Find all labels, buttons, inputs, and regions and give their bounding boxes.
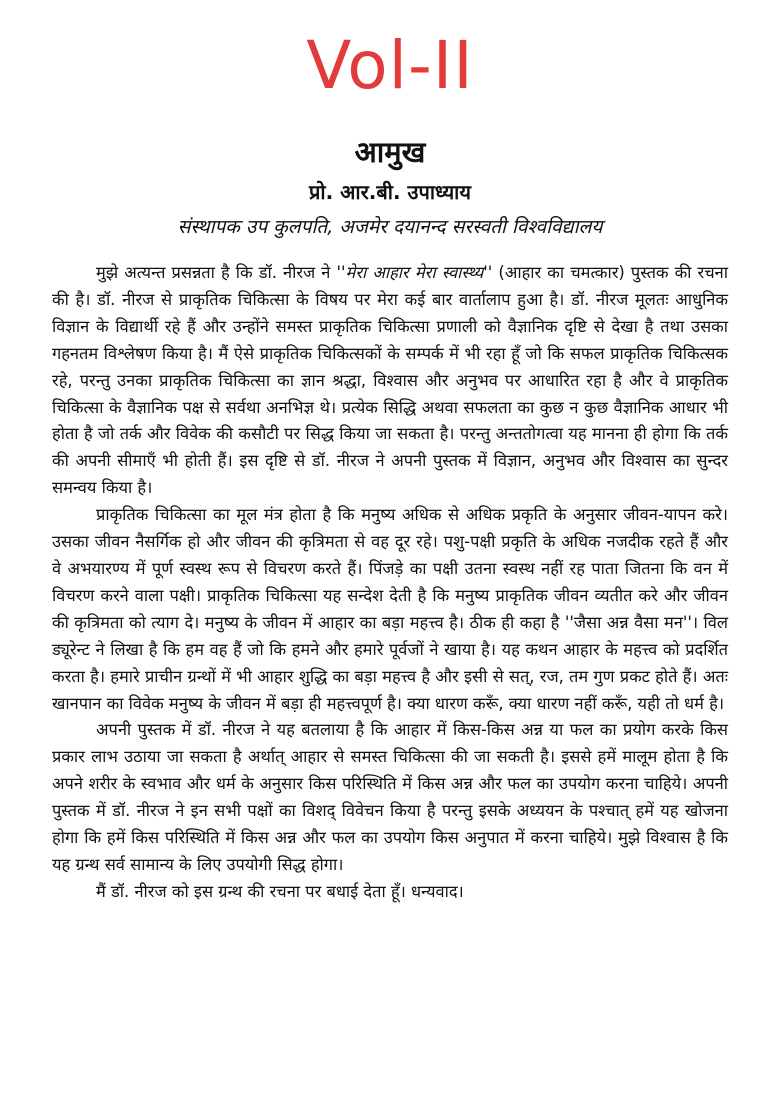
book-title-quote: ''मेरा आहार मेरा स्वास्थ्य'' (336, 263, 493, 282)
author-name: प्रो. आर.बी. उपाध्याय (309, 180, 471, 204)
paragraph-1-intro: मुझे अत्यन्त प्रसन्नता है कि डॉ. नीरज ने (96, 263, 337, 282)
paragraph-1-rest: (आहार का चमत्कार) पुस्तक की रचना की है। डॉ. नीरज से प्राकृतिक चिकित्सा के विषय पर मेरा कई बार वार्तालाप हुआ है। डॉ. नीरज मूलतः आधुनिक विज्ञान के विद्यार्थी रहे हैं और उन्होंने समस्त प्राकृतिक चिकित्सा प्रणाली को वैज्ञानिक दृष्टि से देखा है तथा उसका गहनतम विश्लेषण किया है। मैं ऐसे प्राकृतिक चिकित्सकों के सम्पर्क में भी रहा हूँ जो कि सफल प्राकृतिक चिकित्सक रहे, परन्तु उनका प्राकृतिक चिकित्सा का ज्ञान श्रद्धा, विश्वास और अनुभव पर आधारित रहा है और वे प्राकृतिक चिकित्सा के वैज्ञानिक पक्ष से सर्वथा अनभिज्ञ थे। प्रत्येक सिद्धि अथवा सफलता का कुछ न कुछ वैज्ञानिक आधार भी होता है जो तर्क और विवेक की कसौटी पर सिद्ध किया जा सकता है। परन्तु अन्ततोगत्वा यह मानना ही होगा कि तर्क की अपनी सीमाएँ भी होती हैं। इस दृष्टि से डॉ. नीरज ने अपनी पुस्तक में विज्ञान, अनुभव और विश्वास का सुन्दर समन्वय किया है। (52, 263, 728, 498)
volume-heading: Vol-II (306, 27, 474, 104)
paragraph-3: अपनी पुस्तक में डॉ. नीरज ने यह बतलाया है कि आहार में किस-किस अन्न या फल का प्रयोग करके किस प्रकार लाभ उठाया जा सकता है अर्थात् आहार से समस्त चिकित्सा की जा सकती है। इससे हमें मालूम होता है कि अपने शरीर के स्वभाव और धर्म के अनुसार किस परिस्थिति में किस अन्न और फल का उपयोग करना चाहिये। अपनी पुस्तक में डॉ. नीरज ने इन सभी पक्षों का विशद् विवेचन किया है परन्तु इसके अध्ययन के पश्चात् हमें यह खोजना होगा कि हमें किस परिस्थिति में किस अन्न और फल का उपयोग किस अनुपात में करना चाहिये। मुझे विश्वास है कि यह ग्रन्थ सर्व सामान्य के लिए उपयोगी सिद्ध होगा। (52, 720, 728, 874)
page-title: आमुख (354, 135, 426, 169)
foreword-body (52, 260, 728, 906)
paragraph-4: मैं डॉ. नीरज को इस ग्रन्थ की रचना पर बधाई देता हूँ। धन्यवाद। (96, 881, 464, 901)
paragraph-2: प्राकृतिक चिकित्सा का मूल मंत्र होता है कि मनुष्य अधिक से अधिक प्रकृति के अनुसार जीवन-यापन करे। उसका जीवन नैसर्गिक हो और जीवन की कृत्रिमता से वह दूर रहे। पशु-पक्षी प्रकृति के अधिक नजदीक रहते हैं और वे अभयारण्य में पूर्ण स्वस्थ रूप से विचरण करते हैं। पिंजड़े का पक्षी उतना स्वस्थ नहीं रह पाता जितना कि वन में विचरण करने वाला पक्षी। प्राकृतिक चिकित्सा यह सन्देश देती है कि मनुष्य प्राकृतिक जीवन व्यतीत करे और जीवन की कृत्रिमता को त्याग दे। मनुष्य के जीवन में आहार का बड़ा महत्त्व है। ठीक ही कहा है ''जैसा अन्न वैसा मन''। विल ड्यूरेन्ट ने लिखा है कि हम वह हैं जो कि हमने और हमारे पूर्वजों ने खाया है। यह कथन आहार के महत्त्व को प्रदर्शित करता है। हमारे प्राचीन ग्रन्थों में भी आहार शुद्धि का बड़ा महत्त्व है और इसी से सत्, रज, तम गुण प्रकट होते हैं। अतः खानपान का विवेक मनुष्य के जीवन में बड़ा ही महत्त्वपूर्ण है। क्या धारण करूँ, क्या धारण नहीं करूँ, यही तो धर्म है। (52, 505, 728, 713)
paragraph-1 (52, 260, 728, 502)
author-affiliation: संस्थापक उप कुलपति, अजमेर दयानन्द सरस्वती विश्वविद्यालय (177, 216, 603, 238)
